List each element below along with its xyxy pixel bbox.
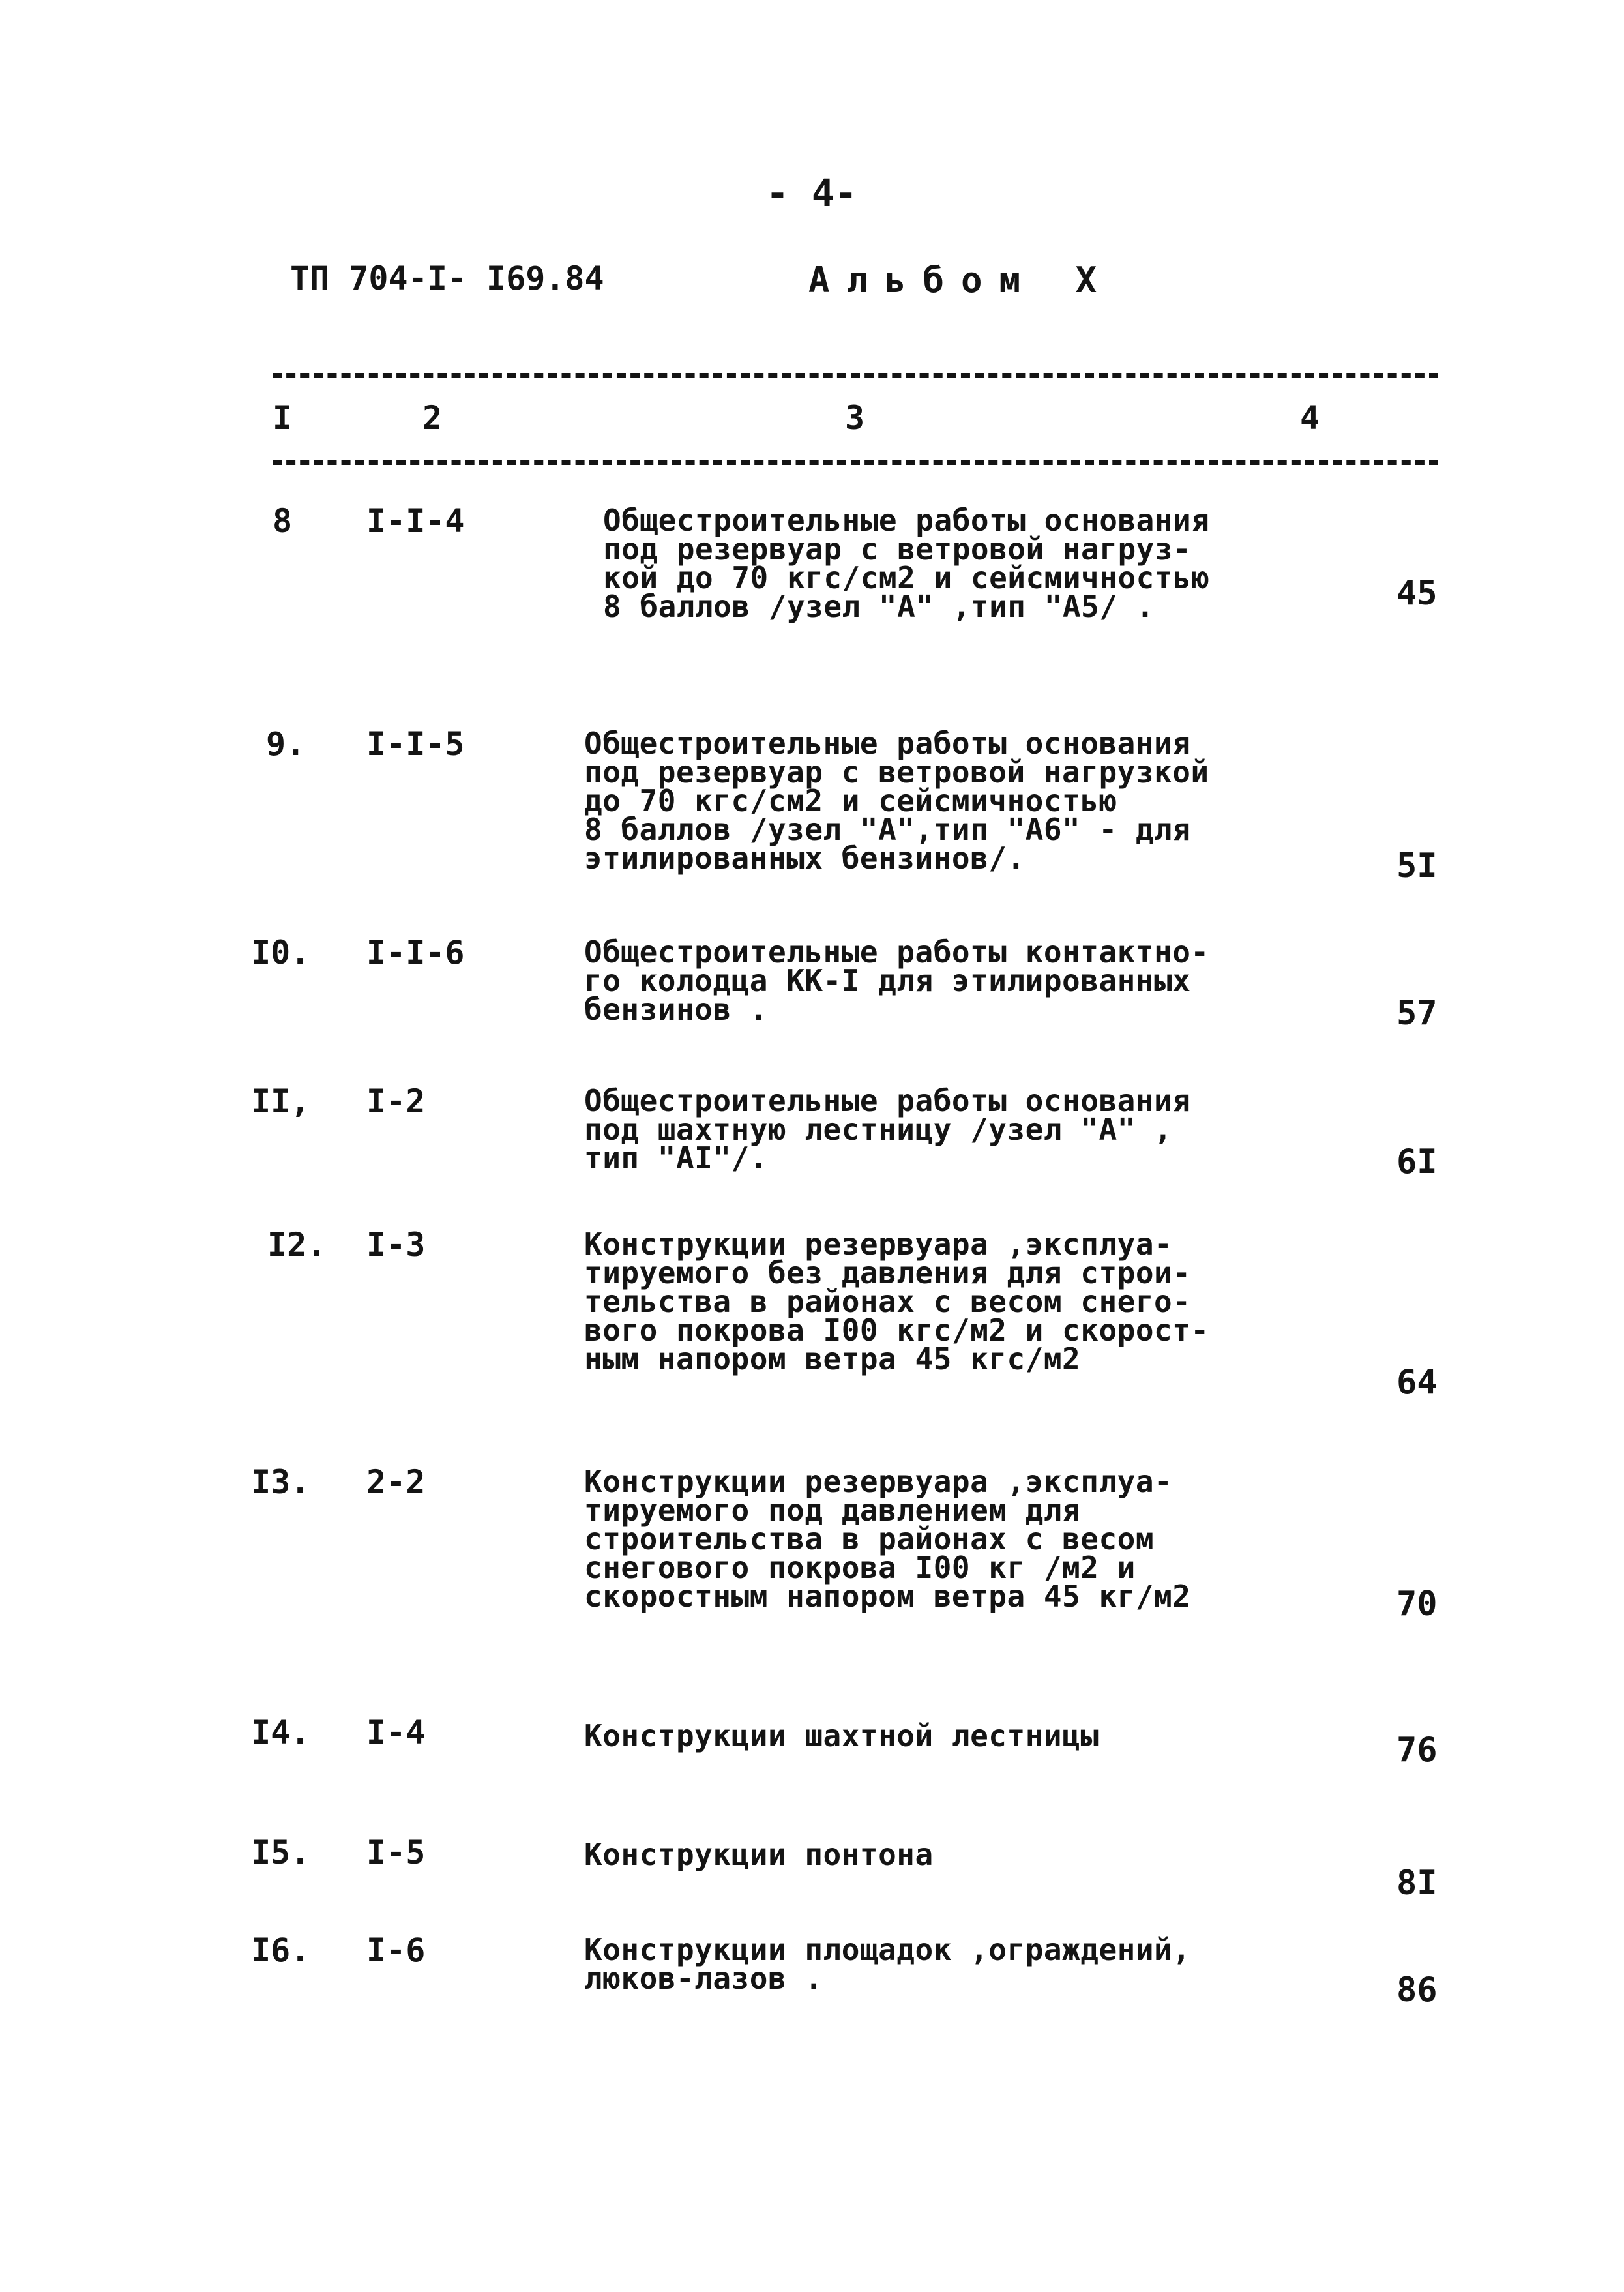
- page-number: - 4-: [766, 171, 857, 215]
- row-page: 64: [1396, 1363, 1438, 1402]
- row-description: Общестроительные работы основания под шахтную лестницу /узел "А" , тип "АI"/.: [584, 1083, 1191, 1176]
- row-description: Конструкции резервуара ,эксплуа- тируемого под давлением для строительства в районах с весом снегового покрова I00 кг /м2 и скоростным напором ветра 45 кг/м2: [584, 1464, 1191, 1614]
- row-description: Конструкции резервуара ,эксплуа- тируемого без давления для строи- тельства в районах с весом снего- вого покрова I00 кгс/м2 и скорост- ным напором ветра 45 кгс/м2: [584, 1227, 1209, 1377]
- table-header-bottom-rule: [273, 460, 1438, 465]
- column-header-2: 2: [422, 399, 443, 437]
- row-number: 9.: [266, 725, 306, 763]
- column-header-1: I: [273, 399, 293, 437]
- row-description: Общестроительные работы контактно- го колодца КК-I для этилированных бензинов .: [584, 934, 1209, 1027]
- row-description: Общестроительные работы основания под резервуар с ветровой нагруз- кой до 70 кгс/см2 и сейсмичностью 8 баллов /узел "А" ,тип "А5/ .: [603, 503, 1210, 624]
- row-description: Общестроительные работы основания под резервуар с ветровой нагрузкой до 70 кгс/см2 и сейсмичностью 8 баллов /узел "А",тип "А6" - для этилированных бензинов/.: [584, 726, 1209, 876]
- row-code: I-3: [366, 1226, 426, 1264]
- row-number: I6.: [251, 1931, 310, 1969]
- column-header-3: 3: [845, 399, 865, 437]
- row-page: 8I: [1396, 1864, 1438, 1903]
- row-description: Конструкции понтона: [584, 1837, 934, 1872]
- row-number: I4.: [251, 1714, 310, 1751]
- row-code: I-I-4: [366, 502, 465, 540]
- album-title: Альбом X: [808, 260, 1114, 301]
- row-number: I2.: [267, 1226, 327, 1264]
- row-description: Конструкции площадок ,ограждений, люков-лазов .: [584, 1932, 1191, 1996]
- row-code: I-2: [366, 1082, 426, 1120]
- row-page: 6I: [1396, 1142, 1438, 1182]
- row-code: I-4: [366, 1714, 426, 1751]
- row-page: 5I: [1396, 846, 1438, 886]
- column-header-4: 4: [1300, 399, 1320, 437]
- row-code: I-6: [366, 1931, 426, 1969]
- table-header-top-rule: [273, 373, 1438, 378]
- row-number: 8: [273, 502, 293, 540]
- row-code: I-I-5: [366, 725, 465, 763]
- row-code: 2-2: [366, 1463, 426, 1501]
- row-page: 70: [1396, 1585, 1438, 1624]
- row-description: Конструкции шахтной лестницы: [584, 1718, 1099, 1753]
- row-code: I-5: [366, 1834, 426, 1871]
- row-page: 76: [1396, 1731, 1438, 1770]
- row-code: I-I-6: [366, 934, 465, 972]
- row-number: I3.: [251, 1463, 310, 1501]
- row-page: 86: [1396, 1971, 1438, 2010]
- row-page: 45: [1396, 574, 1438, 613]
- document-code: ТП 704-I- I69.84: [290, 260, 604, 297]
- row-number: II,: [251, 1082, 310, 1120]
- row-number: I0.: [251, 934, 310, 972]
- row-number: I5.: [251, 1834, 310, 1871]
- row-page: 57: [1396, 994, 1438, 1033]
